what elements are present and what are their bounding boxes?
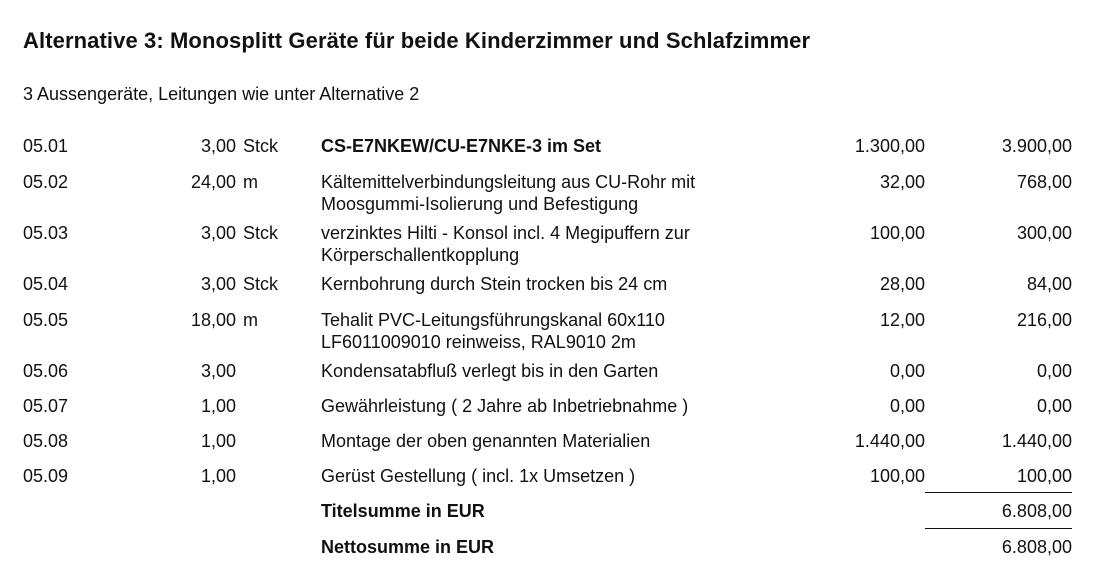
description-line: Kondensatabfluß verlegt bis in den Garten (321, 361, 659, 381)
description-line: Kernbohrung durch Stein trocken bis 24 cm (321, 274, 668, 294)
description-line: Gerüst Gestellung ( incl. 1x Umsetzen ) (321, 466, 636, 486)
unit: m (243, 310, 258, 330)
line-total: 0,00 (1036, 361, 1072, 381)
unit: Stck (243, 136, 279, 156)
unit-price: 12,00 (879, 310, 925, 330)
quantity: 18,00 (190, 310, 236, 330)
unit-price: 0,00 (889, 396, 925, 416)
quantity: 24,00 (190, 172, 236, 192)
quantity: 3,00 (200, 223, 236, 243)
net-sum-rule (925, 528, 1072, 529)
position-number: 05.09 (23, 466, 69, 486)
unit: Stck (243, 274, 279, 294)
line-total: 300,00 (1016, 223, 1072, 243)
line-total: 3.900,00 (1001, 136, 1072, 156)
quantity: 1,00 (200, 431, 236, 451)
position-number: 05.02 (23, 172, 69, 192)
description-line: Gewährleistung ( 2 Jahre ab Inbetriebnahme ) (321, 396, 689, 416)
description-line: Tehalit PVC-Leitungsführungskanal 60x110 (321, 310, 665, 330)
description (321, 171, 781, 215)
position-number: 05.03 (23, 223, 69, 243)
quantity: 1,00 (200, 466, 236, 486)
title-sum-value: 6.808,00 (1001, 501, 1072, 521)
net-sum-value: 6.808,00 (1001, 537, 1072, 557)
section-title: Alternative 3: Monosplitt Geräte für beide Kinderzimmer und Schlafzimmer (23, 28, 811, 53)
description (321, 135, 781, 157)
description-line: CS-E7NKEW/CU-E7NKE-3 im Set (321, 136, 602, 156)
unit-price: 28,00 (879, 274, 925, 294)
unit-price: 1.300,00 (854, 136, 925, 156)
position-number: 05.05 (23, 310, 69, 330)
line-total: 84,00 (1026, 274, 1072, 294)
title-sum-rule (925, 492, 1072, 493)
description (321, 360, 781, 382)
unit-price: 0,00 (889, 361, 925, 381)
line-total: 100,00 (1016, 466, 1072, 486)
section-subtitle: 3 Aussengeräte, Leitungen wie unter Alternative 2 (23, 84, 420, 104)
quantity: 3,00 (200, 274, 236, 294)
description (321, 309, 781, 353)
description-line: verzinktes Hilti - Konsol incl. 4 Megipuffern zur (321, 223, 690, 243)
description (321, 430, 781, 452)
quantity: 3,00 (200, 136, 236, 156)
description (321, 273, 781, 295)
quantity: 1,00 (200, 396, 236, 416)
description-line: Moosgummi-Isolierung und Befestigung (321, 194, 639, 214)
description-line: Körperschallentkopplung (321, 245, 520, 265)
line-total: 1.440,00 (1001, 431, 1072, 451)
position-number: 05.01 (23, 136, 69, 156)
description-line: LF6011009010 reinweiss, RAL9010 2m (321, 332, 636, 352)
line-total: 768,00 (1016, 172, 1072, 192)
line-total: 216,00 (1016, 310, 1072, 330)
quantity: 3,00 (200, 361, 236, 381)
unit-price: 100,00 (869, 223, 925, 243)
unit-price: 100,00 (869, 466, 925, 486)
position-number: 05.07 (23, 396, 69, 416)
description (321, 395, 781, 417)
description (321, 222, 781, 266)
description-line: Kältemittelverbindungsleitung aus CU-Rohr mit (321, 172, 696, 192)
position-number: 05.04 (23, 274, 69, 294)
position-number: 05.06 (23, 361, 69, 381)
position-number: 05.08 (23, 431, 69, 451)
unit: Stck (243, 223, 279, 243)
title-sum-label: Titelsumme in EUR (321, 501, 485, 521)
unit-price: 32,00 (879, 172, 925, 192)
unit-price: 1.440,00 (854, 431, 925, 451)
line-total: 0,00 (1036, 396, 1072, 416)
unit: m (243, 172, 258, 192)
net-sum-label: Nettosumme in EUR (321, 537, 495, 557)
description-line: Montage der oben genannten Materialien (321, 431, 651, 451)
description (321, 465, 781, 487)
